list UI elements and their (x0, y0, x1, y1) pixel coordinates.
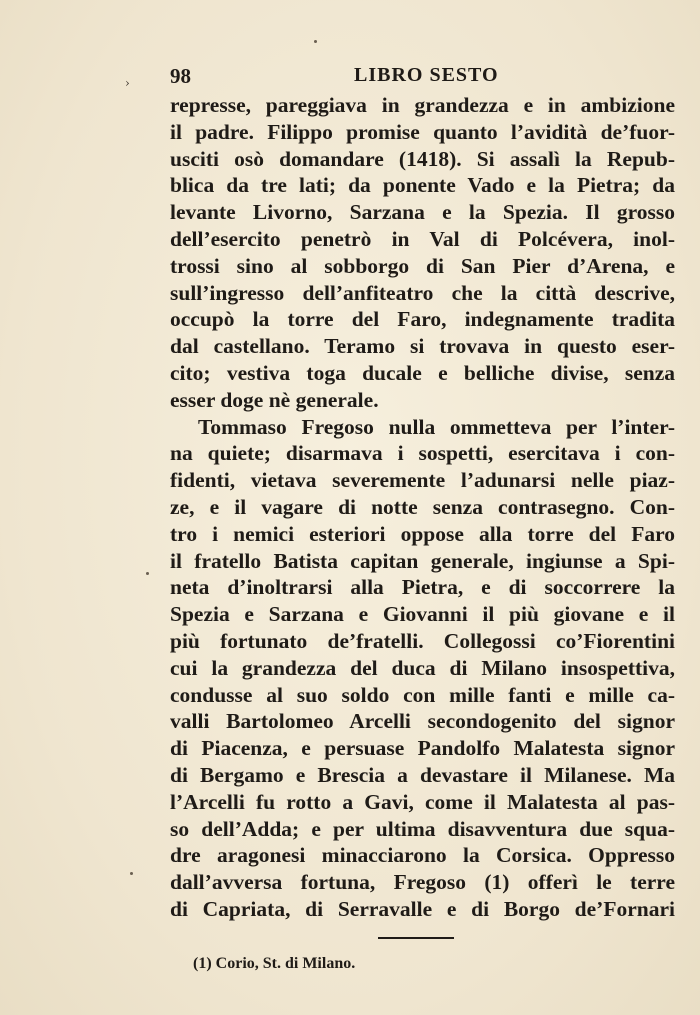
text-line: valli Bartolomeo Arcelli secondogenito del signor (170, 709, 675, 734)
footnote: (1) Corio, St. di Milano. (193, 955, 356, 972)
text-line: condusse al suo soldo con mille fanti e mille ca- (170, 682, 675, 707)
text-line: il fratello Batista capitan generale, ingiunse a Spi- (170, 548, 675, 573)
text-line: Spezia e Sarzana e Giovanni il più giovane e il (170, 602, 675, 627)
page-number: 98 (170, 64, 191, 88)
text-line: più fortunato de’fratelli. Collegossi co’Fiorentini (170, 628, 675, 653)
text-line: dall’avversa fortuna, Fregoso (1) offerì le terre (170, 870, 675, 895)
paper-speck (130, 872, 133, 875)
paragraph-last-line: esser doge nè generale. (170, 387, 379, 412)
text-line: occupò la torre del Faro, indegnamente tradita (170, 307, 675, 332)
paper-speck (146, 572, 149, 575)
margin-mark: › (125, 76, 130, 90)
text-line: trossi sino al sobborgo di San Pier d’Arena, e (170, 253, 675, 278)
text-line: di Capriata, di Serravalle e di Borgo de’Fornari (170, 896, 675, 921)
text-line: na quiete; disarmava i sospetti, esercitava i con- (170, 441, 675, 466)
text-line: sull’ingresso dell’anfiteatro che la città descrive, (170, 280, 675, 305)
text-line: ze, e il vagare di notte senza contrasegno. Con- (170, 494, 675, 519)
paper-speck (314, 40, 317, 43)
text-line: cito; vestiva toga ducale e belliche divise, senza (170, 360, 675, 385)
text-line: l’Arcelli fu rotto a Gavi, come il Malatesta al pas- (170, 789, 675, 814)
paragraph-first-line: Tommaso Fregoso nulla ommetteva per l’inter- (198, 414, 675, 439)
text-line: tro i nemici esteriori oppose alla torre del Faro (170, 521, 675, 546)
text-line: il padre. Filippo promise quanto l’avidità de’fuor- (170, 119, 675, 144)
running-head: LIBRO SESTO (354, 64, 499, 86)
text-line: di Piacenza, e persuase Pandolfo Malatesta signor (170, 736, 675, 761)
text-line: dell’esercito penetrò in Val di Polcévera, inol- (170, 226, 675, 251)
text-line: fidenti, vietava severemente l’adunarsi nelle piaz- (170, 468, 675, 493)
text-line: neta d’inoltrarsi alla Pietra, e di soccorrere la (170, 575, 675, 600)
footnote-rule (378, 937, 454, 939)
body-text (170, 92, 675, 923)
text-line: di Bergamo e Brescia a devastare il Milanese. Ma (170, 762, 675, 787)
text-line: represse, pareggiava in grandezza e in ambizione (170, 93, 675, 117)
text-line: usciti osò domandare (1418). Si assalì la Repub- (170, 146, 675, 171)
text-line: blica da tre lati; da ponente Vado e la Pietra; da (170, 173, 675, 198)
text-line: so dell’Adda; e per ultima disavventura due squa- (170, 816, 675, 841)
text-line: levante Livorno, Sarzana e la Spezia. Il grosso (170, 200, 675, 225)
text-line: cui la grandezza del duca di Milano insospettiva, (170, 655, 675, 680)
page-header (170, 64, 675, 90)
text-line: dal castellano. Teramo si trovava in questo eser- (170, 334, 675, 359)
text-line: dre aragonesi minacciarono la Corsica. Oppresso (170, 843, 675, 868)
